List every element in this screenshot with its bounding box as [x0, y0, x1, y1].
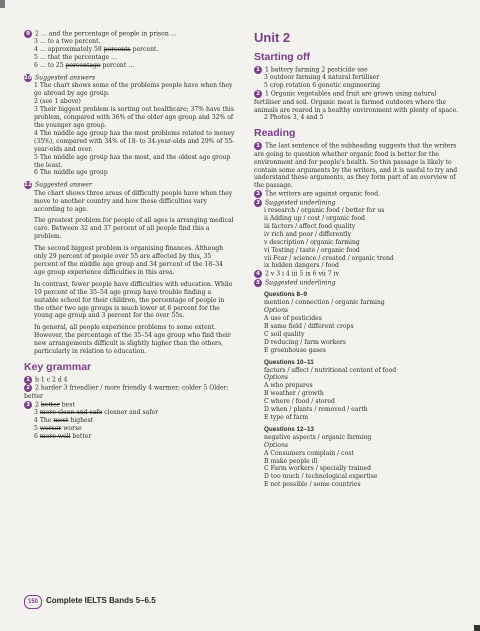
option-item: D when / plants / removed / earth — [264, 406, 368, 414]
reading-subtitle: Suggested underlining — [265, 279, 336, 287]
option-item: B same field / different crops — [264, 322, 354, 330]
correction-text: percent … — [100, 62, 135, 70]
underline-item: i research / organic food / better for us — [264, 207, 385, 215]
underline-item: iv rich and poor / differently — [264, 230, 352, 238]
so-text: 1 Organic vegetables and fruit are grown using natural fertiliser and soil. Organic meat is farmed outdoors where the animals are reared in a healthy environment with plenty of space. — [254, 90, 459, 114]
q10-title: Suggested answers — [35, 74, 96, 82]
q9-line-5 — [24, 62, 236, 70]
underline-item: iii factors / affect food quality — [264, 222, 356, 230]
question-number-badge: 2 — [24, 384, 32, 392]
q10-item: 1 The chart shows some of the problems people have when they go abroad by age group. — [34, 82, 233, 98]
option-item: C soil quality — [264, 330, 305, 338]
starting-off-heading: Starting off — [254, 51, 310, 63]
so-q1-line: 3 outdoor farming 4 natural fertiliser — [264, 74, 380, 82]
underline-item: v description / organic farming — [264, 238, 360, 246]
kg-text: 4 The — [34, 416, 54, 424]
q9-line-4 — [24, 54, 236, 62]
option-item: C where / food / stored — [264, 398, 335, 406]
q10-heading — [24, 74, 236, 82]
reading-text: The last sentence of the subheading suggests that the writers are going to question whether organic food is better for the environment and for people's health. So this passage is likely to contain some arguments by the writers, and it is useful to try and understand these arguments, as they form part of an overview of the passage. — [254, 142, 458, 190]
question-number-badge: 2 — [254, 90, 262, 98]
reading-text: 2 v 3 i 4 iii 5 ix 6 vii 7 iv — [265, 270, 339, 278]
kg-q2 — [24, 384, 236, 400]
reading-q2 — [254, 190, 462, 198]
q11-paragraph: The chart shows three areas of difficulty people have when they move to another country and how these difficulties vary according to age. — [34, 189, 233, 213]
reading-q5-heading — [254, 279, 462, 287]
reading-q3-heading — [254, 199, 462, 207]
question-number-badge: 1 — [254, 66, 262, 74]
struck-text: worser — [39, 424, 62, 432]
q9-text: 2 … and the percentage of people in prison … — [35, 30, 177, 38]
option-item: B make people ill — [264, 457, 318, 465]
kg-text: 6 — [34, 432, 40, 440]
question-keywords: negative aspects / organic farming — [264, 433, 372, 441]
question-number-badge: 1 — [24, 376, 32, 384]
options-label: Options — [264, 374, 289, 382]
underline-item: vii Fear / science / created / organic trend — [264, 254, 394, 262]
question-keywords: factors / affect / nutritional content of food — [264, 366, 397, 374]
q10-item: 2 (see 1 above) — [34, 98, 81, 106]
reading-q4 — [254, 270, 462, 278]
q10-item: 4 The middle age group has the most problems related to money (35%), compared with 34% of 18- to 34-year-olds and 29% of 55-year-olds and over. — [34, 129, 235, 153]
kg-q1 — [24, 376, 236, 384]
q10-item: 6 The middle age group — [34, 169, 108, 177]
struck-text: percentage — [65, 62, 101, 70]
book-title: Complete IELTS Bands 5–6.5 — [46, 596, 156, 605]
question-number-badge: 1 — [254, 142, 262, 150]
q11-paragraph: The second biggest problem is organising finances. Although only 29 percent of people over 55 are affected by this, 35 percent of the middle age group and 34 percent of the 18–34 age group experience difficulties in this area. — [34, 245, 224, 276]
underline-item: ix hidden dangers / food — [264, 262, 339, 270]
so-q1-line — [254, 66, 462, 74]
q11-heading — [24, 181, 236, 189]
correction-text: best — [59, 401, 75, 409]
options-label: Options — [264, 307, 289, 315]
q9-text: 6 … to 25 — [34, 62, 66, 70]
kg-text: 2 — [35, 401, 41, 409]
question-number-badge: 5 — [254, 279, 262, 287]
options-label: Options — [264, 441, 289, 449]
so-q2-line: 2 Photos 3, 4 and 5 — [264, 114, 324, 122]
page-number: 150 — [24, 595, 42, 609]
option-item: C Farm workers / specially trained — [264, 465, 372, 473]
questions-heading: Questions 10–11 — [264, 358, 314, 366]
question-number-badge: 3 — [254, 199, 262, 207]
correction-text: cleaner and safer — [102, 409, 159, 417]
option-item: A who prepares — [264, 382, 313, 390]
question-number-badge: 3 — [24, 401, 32, 409]
corner-mark — [474, 625, 480, 631]
correction-text: worse — [61, 424, 82, 432]
q9-line-1 — [24, 30, 236, 38]
unit-title: Unit 2 — [254, 30, 291, 45]
option-item: A use of pesticides — [264, 314, 322, 322]
page-footer — [24, 595, 156, 609]
key-grammar-heading: Key grammar — [24, 360, 92, 373]
kg-text: 3 — [34, 409, 40, 417]
so-q2 — [254, 90, 462, 114]
kg-q2-text: 2 harder 3 friendlier / more friendly 4 warmer; colder 5 Older; better — [24, 384, 229, 400]
question-number-badge: 2 — [254, 190, 262, 198]
option-item: B weather / growth — [264, 390, 324, 398]
q10-item: 5 The middle age group has the most, and the oldest age group the least. — [34, 153, 231, 169]
q10-item: 3 Their biggest problem is sorting out healthcare; 37% have this problem, compared with 36% of the older age group and 32% of the younger age group. — [34, 106, 235, 129]
q11-title: Suggested answer — [35, 181, 92, 189]
q11-paragraph: The greatest problem for people of all ages is arranging medical care. Between 32 and 37 percent of all people find this a problem. — [34, 217, 234, 241]
q11-paragraph: In general, all people experience problems to some extent. However, the percentage of the 35–54 age group who find their new arrangements difficult is slightly higher than the others, particularly in relation to education. — [34, 324, 231, 356]
left-column — [24, 30, 236, 441]
q9-text: 3 … to a two percent. — [34, 38, 101, 46]
so-text: 1 battery farming 2 pesticide use — [265, 66, 368, 74]
reading-q1 — [254, 142, 462, 190]
kg-q3-line — [24, 409, 236, 417]
kg-q3-line — [24, 401, 236, 409]
right-column — [254, 30, 462, 489]
kg-q3-line — [24, 425, 236, 433]
option-item: D reducing / farm workers — [264, 338, 346, 346]
option-item: D too much / technological expertise — [264, 473, 378, 481]
struck-text: more clean and safe — [39, 409, 103, 417]
question-number-badge: 11 — [24, 182, 32, 189]
q9-text: 4 … approximately 58 — [34, 46, 104, 54]
q11-paragraph: In contrast, fewer people have difficulties with education. While 19 percent of the 35–54 age group have trouble finding a suitable school for their children, the percentage of people in the other two age groups is much lower at 6 percent for the young age group and 3 percent for the over 55s. — [34, 280, 233, 320]
correction-text: percent. — [130, 46, 159, 54]
q9-text: 5 … that the percentage … — [34, 54, 118, 62]
reading-heading: Reading — [254, 127, 296, 140]
reading-text: The writers are against organic food. — [265, 190, 381, 198]
underline-item: ii Adding up / cost / organic food — [264, 215, 365, 222]
corner-mark — [0, 0, 5, 8]
kg-q1-text: b 1 c 2 d 4 — [35, 376, 68, 384]
so-q1-line: 5 crop rotation 6 genetic engineering — [264, 82, 381, 90]
questions-heading: Questions 8–9 — [264, 291, 308, 299]
kg-text: 5 — [34, 424, 40, 432]
kg-q3-line — [24, 433, 236, 441]
struck-text: more well — [39, 432, 71, 440]
option-item: E greenhouse gases — [264, 346, 326, 354]
question-number-badge: 4 — [254, 270, 262, 278]
questions-heading: Questions 12–13 — [264, 425, 315, 433]
underline-item: vi Testing / taste / organic food — [264, 246, 360, 254]
option-item: A Consumers complain / cost — [264, 449, 354, 457]
question-number-badge: 9 — [24, 30, 32, 38]
correction-text: highest — [68, 416, 94, 424]
option-item: E not possible / some countries — [264, 481, 361, 489]
struck-text: most — [53, 416, 69, 424]
kg-q3-line — [24, 417, 236, 425]
option-item: E type of farm — [264, 413, 309, 421]
correction-text: better — [70, 432, 92, 440]
question-keywords: mention / connection / organic farming — [264, 299, 385, 307]
q9-line-3 — [24, 46, 236, 54]
struck-text: percents — [103, 46, 131, 54]
q9-line-2 — [24, 38, 236, 46]
reading-subtitle: Suggested underlining — [265, 199, 336, 207]
question-number-badge: 10 — [24, 75, 32, 82]
struck-text: better — [40, 401, 60, 409]
